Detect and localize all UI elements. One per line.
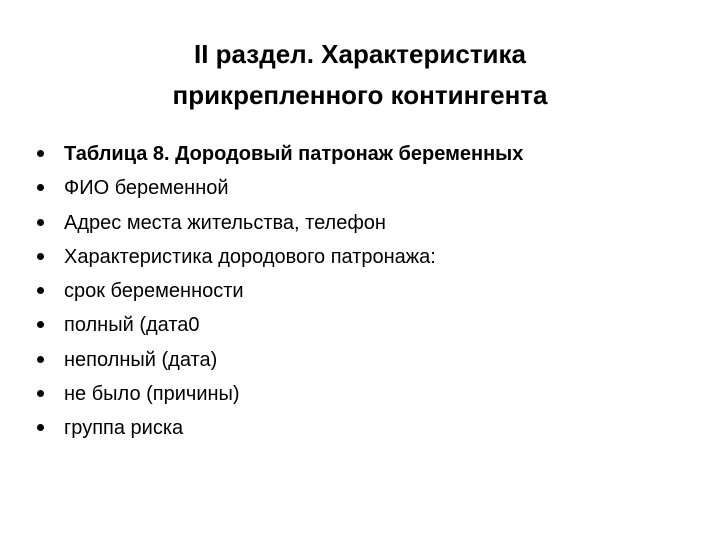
bullet-dot-icon [37, 219, 44, 226]
bullet-dot-icon [37, 150, 44, 157]
bullet-dot-icon [37, 287, 44, 294]
bullet-text: Таблица 8. Дородовый патронаж беременных [64, 143, 524, 165]
bullet-item-risk-group [34, 411, 694, 445]
bullet-text: ФИО беременной [64, 177, 229, 200]
bullet-item-partial [34, 343, 694, 377]
bullet-item-address [34, 206, 694, 240]
bullet-text: полный (дата0 [64, 314, 200, 337]
bullet-item-term [34, 274, 694, 308]
bullet-dot-icon [37, 321, 44, 328]
bullet-text: Характеристика дородового патронажа: [64, 245, 436, 268]
bullet-dot-icon [37, 184, 44, 191]
slide-title-line-2: прикрепленного контингента [172, 80, 548, 110]
bullet-text: группа риска [64, 417, 184, 440]
bullet-item-table-title [34, 137, 694, 171]
slide-title [0, 34, 720, 116]
bullet-dot-icon [37, 356, 44, 363]
bullet-item-full [34, 308, 694, 342]
bullet-dot-icon [37, 424, 44, 431]
bullet-dot-icon [37, 253, 44, 260]
bullet-item-fio [34, 171, 694, 205]
bullet-dot-icon [37, 390, 44, 397]
bullet-list [34, 137, 694, 446]
slide-title-line-1: II раздел. Характеристика [193, 39, 527, 69]
bullet-text: неполный (дата) [64, 348, 218, 371]
bullet-text: не было (причины) [64, 383, 240, 406]
bullet-item-characteristics [34, 240, 694, 274]
bullet-text: Адрес места жительства, телефон [64, 211, 386, 234]
bullet-item-none [34, 377, 694, 411]
bullet-text: срок беременности [64, 280, 244, 303]
